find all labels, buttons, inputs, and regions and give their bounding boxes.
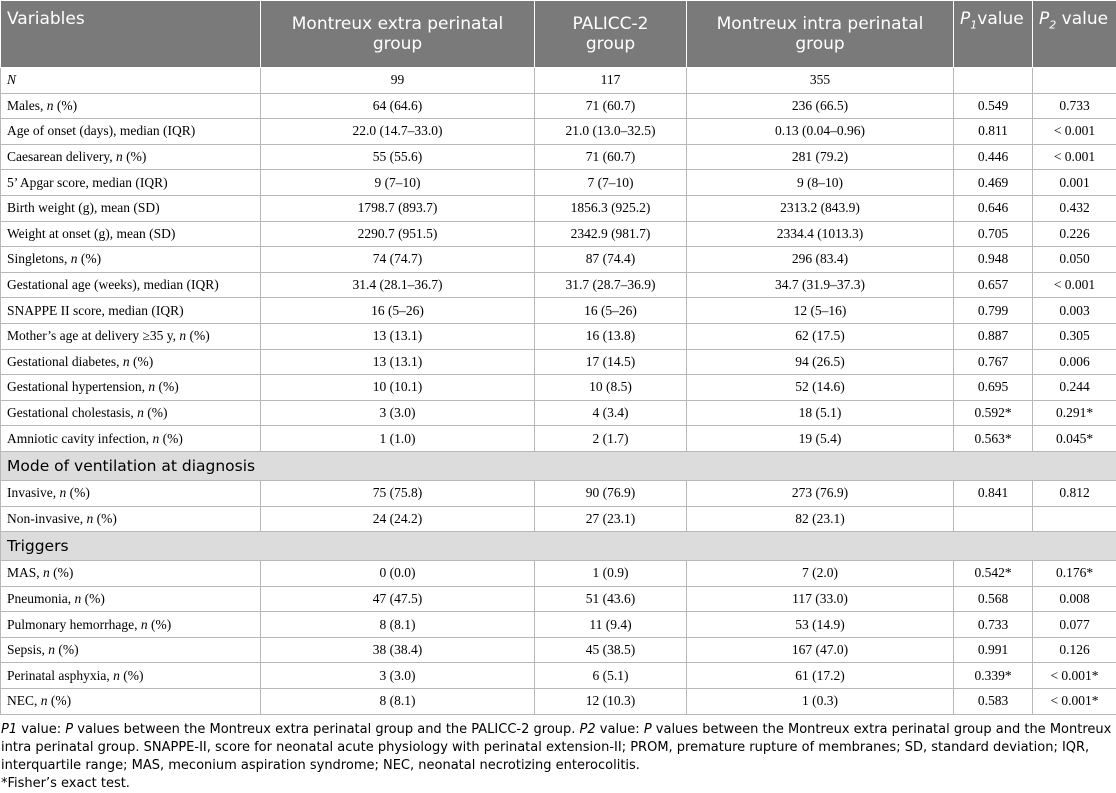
table-row xyxy=(1,663,1116,689)
cell-a: 3 (3.0) xyxy=(261,400,535,426)
cell-p2: 0.045* xyxy=(1033,426,1116,452)
cell-b: 16 (5–26) xyxy=(535,298,687,324)
row-label: Amniotic cavity infection, n (%) xyxy=(1,426,261,452)
row-label: Singletons, n (%) xyxy=(1,247,261,273)
row-label: Mother’s age at delivery ≥35 y, n (%) xyxy=(1,323,261,349)
cell-a: 16 (5–26) xyxy=(261,298,535,324)
row-label: Pulmonary hemorrhage, n (%) xyxy=(1,612,261,638)
table-row xyxy=(1,689,1116,715)
cell-p2: 0.226 xyxy=(1033,221,1116,247)
cell-p1: 0.799 xyxy=(954,298,1033,324)
cell-c: 18 (5.1) xyxy=(687,400,954,426)
cell-p1: 0.948 xyxy=(954,247,1033,273)
cell-c: 7 (2.0) xyxy=(687,561,954,587)
cell-p1: 0.446 xyxy=(954,144,1033,170)
table-row xyxy=(1,637,1116,663)
row-label: Weight at onset (g), mean (SD) xyxy=(1,221,261,247)
cell-c: 1 (0.3) xyxy=(687,689,954,715)
row-label: Non-invasive, n (%) xyxy=(1,506,261,532)
cell-p2: < 0.001* xyxy=(1033,689,1116,715)
table-row xyxy=(1,247,1116,273)
cell-c: 273 (76.9) xyxy=(687,480,954,506)
row-label: Sepsis, n (%) xyxy=(1,637,261,663)
table-row xyxy=(1,323,1116,349)
row-label: Pneumonia, n (%) xyxy=(1,586,261,612)
row-label: Invasive, n (%) xyxy=(1,480,261,506)
cell-p1: 0.568 xyxy=(954,586,1033,612)
cell-p1: 0.583 xyxy=(954,689,1033,715)
cell-c: 61 (17.2) xyxy=(687,663,954,689)
cell-p2: 0.733 xyxy=(1033,93,1116,119)
section-ventilation xyxy=(1,451,1116,480)
cell-a: 2290.7 (951.5) xyxy=(261,221,535,247)
cell-a: 64 (64.6) xyxy=(261,93,535,119)
cell-a: 31.4 (28.1–36.7) xyxy=(261,272,535,298)
cell-p1: 0.592* xyxy=(954,400,1033,426)
cell-p2: 0.001 xyxy=(1033,170,1116,196)
cell-a: 38 (38.4) xyxy=(261,637,535,663)
cell-c: 34.7 (31.9–37.3) xyxy=(687,272,954,298)
cell-b: 90 (76.9) xyxy=(535,480,687,506)
table-row xyxy=(1,298,1116,324)
cell-p1: 0.841 xyxy=(954,480,1033,506)
footnote-text: P1 value: P values between the Montreux extra perinatal group and the PALICC-2 group. P2 value: P values between the Montreux extra perinatal group and the Montreux intra perinatal group. SNAPPE-II, score for neonatal acute physiology with perinatal extension-II; PROM, premature rupture of membranes; SD, standard deviation; IQR, interquartile range; MAS, meconium aspiration syndrome; NEC, neonatal necrotizing enterocolitis. xyxy=(1,721,1115,775)
row-label: Males, n (%) xyxy=(1,93,261,119)
cell-p2: < 0.001 xyxy=(1033,144,1116,170)
cell-b: 12 (10.3) xyxy=(535,689,687,715)
cell-p1: 0.469 xyxy=(954,170,1033,196)
cell-c: 94 (26.5) xyxy=(687,349,954,375)
cell-a: 47 (47.5) xyxy=(261,586,535,612)
cell-b: 4 (3.4) xyxy=(535,400,687,426)
cell-a: 75 (75.8) xyxy=(261,480,535,506)
cell-p1: 0.887 xyxy=(954,323,1033,349)
table-row xyxy=(1,375,1116,401)
row-label: Gestational age (weeks), median (IQR) xyxy=(1,272,261,298)
cell-b: 10 (8.5) xyxy=(535,375,687,401)
cell-c: 2313.2 (843.9) xyxy=(687,195,954,221)
cell-b: 11 (9.4) xyxy=(535,612,687,638)
cell-a: 10 (10.1) xyxy=(261,375,535,401)
header-p2-value: $P_2$ value xyxy=(1033,1,1116,68)
cell-p1: 0.733 xyxy=(954,612,1033,638)
cell-p1 xyxy=(954,506,1033,532)
table-row xyxy=(1,586,1116,612)
cell-b: 2342.9 (981.7) xyxy=(535,221,687,247)
cell-a: 55 (55.6) xyxy=(261,144,535,170)
cell-b: 45 (38.5) xyxy=(535,637,687,663)
cell-a: 99 xyxy=(261,68,535,94)
cell-c: 19 (5.4) xyxy=(687,426,954,452)
cell-b: 1856.3 (925.2) xyxy=(535,195,687,221)
cell-b: 31.7 (28.7–36.9) xyxy=(535,272,687,298)
cell-c: 2334.4 (1013.3) xyxy=(687,221,954,247)
header-montreux-extra: Montreux extra perinatal group xyxy=(261,1,535,68)
cell-p2: 0.176* xyxy=(1033,561,1116,587)
row-label: Gestational hypertension, n (%) xyxy=(1,375,261,401)
table-row xyxy=(1,68,1116,94)
section-triggers xyxy=(1,532,1116,561)
row-label: Caesarean delivery, n (%) xyxy=(1,144,261,170)
row-label: Gestational cholestasis, n (%) xyxy=(1,400,261,426)
row-label: Birth weight (g), mean (SD) xyxy=(1,195,261,221)
row-label: Perinatal asphyxia, n (%) xyxy=(1,663,261,689)
cell-a: 24 (24.2) xyxy=(261,506,535,532)
cell-p2: 0.006 xyxy=(1033,349,1116,375)
cell-c: 296 (83.4) xyxy=(687,247,954,273)
cell-p2 xyxy=(1033,506,1116,532)
table-row xyxy=(1,561,1116,587)
cell-p2: < 0.001* xyxy=(1033,663,1116,689)
cell-b: 71 (60.7) xyxy=(535,93,687,119)
cell-c: 0.13 (0.04–0.96) xyxy=(687,119,954,145)
cell-p2: 0.008 xyxy=(1033,586,1116,612)
cell-b: 51 (43.6) xyxy=(535,586,687,612)
header-p1-value: $P_1value$ xyxy=(954,1,1033,68)
cell-p1: 0.991 xyxy=(954,637,1033,663)
cell-b: 2 (1.7) xyxy=(535,426,687,452)
cell-a: 1 (1.0) xyxy=(261,426,535,452)
cell-b: 21.0 (13.0–32.5) xyxy=(535,119,687,145)
cell-c: 117 (33.0) xyxy=(687,586,954,612)
cell-p2: 0.003 xyxy=(1033,298,1116,324)
cell-c: 355 xyxy=(687,68,954,94)
cell-b: 6 (5.1) xyxy=(535,663,687,689)
header-row xyxy=(1,1,1116,68)
header-montreux-intra: Montreux intra perinatal group xyxy=(687,1,954,68)
cell-a: 13 (13.1) xyxy=(261,323,535,349)
cell-p1: 0.339* xyxy=(954,663,1033,689)
cell-a: 0 (0.0) xyxy=(261,561,535,587)
cell-p2: < 0.001 xyxy=(1033,119,1116,145)
cell-a: 74 (74.7) xyxy=(261,247,535,273)
cell-p2: 0.305 xyxy=(1033,323,1116,349)
cell-b: 17 (14.5) xyxy=(535,349,687,375)
cell-a: 8 (8.1) xyxy=(261,612,535,638)
cell-c: 52 (14.6) xyxy=(687,375,954,401)
cell-c: 53 (14.9) xyxy=(687,612,954,638)
cell-p1: 0.542* xyxy=(954,561,1033,587)
table-row xyxy=(1,221,1116,247)
row-label: NEC, n (%) xyxy=(1,689,261,715)
cell-c: 82 (23.1) xyxy=(687,506,954,532)
table-row xyxy=(1,93,1116,119)
cell-c: 167 (47.0) xyxy=(687,637,954,663)
cell-b: 117 xyxy=(535,68,687,94)
header-variables: Variables xyxy=(1,1,261,68)
cell-p2: 0.244 xyxy=(1033,375,1116,401)
cell-p2: 0.050 xyxy=(1033,247,1116,273)
table-row xyxy=(1,426,1116,452)
cell-c: 12 (5–16) xyxy=(687,298,954,324)
cell-b: 7 (7–10) xyxy=(535,170,687,196)
cell-b: 71 (60.7) xyxy=(535,144,687,170)
cell-b: 27 (23.1) xyxy=(535,506,687,532)
cell-p1: 0.767 xyxy=(954,349,1033,375)
table-row xyxy=(1,170,1116,196)
table-row xyxy=(1,400,1116,426)
row-label: 5’ Apgar score, median (IQR) xyxy=(1,170,261,196)
table-row xyxy=(1,272,1116,298)
cell-p2: 0.077 xyxy=(1033,612,1116,638)
cell-p2: 0.291* xyxy=(1033,400,1116,426)
cell-p1: 0.646 xyxy=(954,195,1033,221)
cell-p1 xyxy=(954,68,1033,94)
cell-a: 22.0 (14.7–33.0) xyxy=(261,119,535,145)
row-label: Age of onset (days), median (IQR) xyxy=(1,119,261,145)
table-row xyxy=(1,144,1116,170)
cell-c: 62 (17.5) xyxy=(687,323,954,349)
cell-b: 1 (0.9) xyxy=(535,561,687,587)
table-row xyxy=(1,612,1116,638)
cell-p1: 0.695 xyxy=(954,375,1033,401)
cell-a: 13 (13.1) xyxy=(261,349,535,375)
cell-a: 3 (3.0) xyxy=(261,663,535,689)
footnote-fisher: *Fisher’s exact test. xyxy=(1,775,1115,793)
table-row xyxy=(1,480,1116,506)
row-label: Gestational diabetes, n (%) xyxy=(1,349,261,375)
table-row xyxy=(1,349,1116,375)
row-label: MAS, n (%) xyxy=(1,561,261,587)
cell-p2: 0.812 xyxy=(1033,480,1116,506)
table-row xyxy=(1,506,1116,532)
cell-p2: 0.432 xyxy=(1033,195,1116,221)
cell-c: 281 (79.2) xyxy=(687,144,954,170)
cell-a: 8 (8.1) xyxy=(261,689,535,715)
cell-p2 xyxy=(1033,68,1116,94)
cell-a: 1798.7 (893.7) xyxy=(261,195,535,221)
cell-p1: 0.705 xyxy=(954,221,1033,247)
section-triggers-label: Triggers xyxy=(1,532,1116,561)
cell-a: 9 (7–10) xyxy=(261,170,535,196)
table-row xyxy=(1,119,1116,145)
cell-p1: 0.811 xyxy=(954,119,1033,145)
section-ventilation-label: Mode of ventilation at diagnosis xyxy=(1,451,1116,480)
cell-p1: 0.657 xyxy=(954,272,1033,298)
cell-b: 16 (13.8) xyxy=(535,323,687,349)
row-label: SNAPPE II score, median (IQR) xyxy=(1,298,261,324)
cell-p2: 0.126 xyxy=(1033,637,1116,663)
cell-c: 236 (66.5) xyxy=(687,93,954,119)
table-body xyxy=(1,68,1116,715)
cell-p1: 0.563* xyxy=(954,426,1033,452)
header-palicc2: PALICC-2 group xyxy=(535,1,687,68)
cell-b: 87 (74.4) xyxy=(535,247,687,273)
row-label: N xyxy=(1,68,261,94)
table-row xyxy=(1,195,1116,221)
cell-p1: 0.549 xyxy=(954,93,1033,119)
cell-p2: < 0.001 xyxy=(1033,272,1116,298)
cell-c: 9 (8–10) xyxy=(687,170,954,196)
